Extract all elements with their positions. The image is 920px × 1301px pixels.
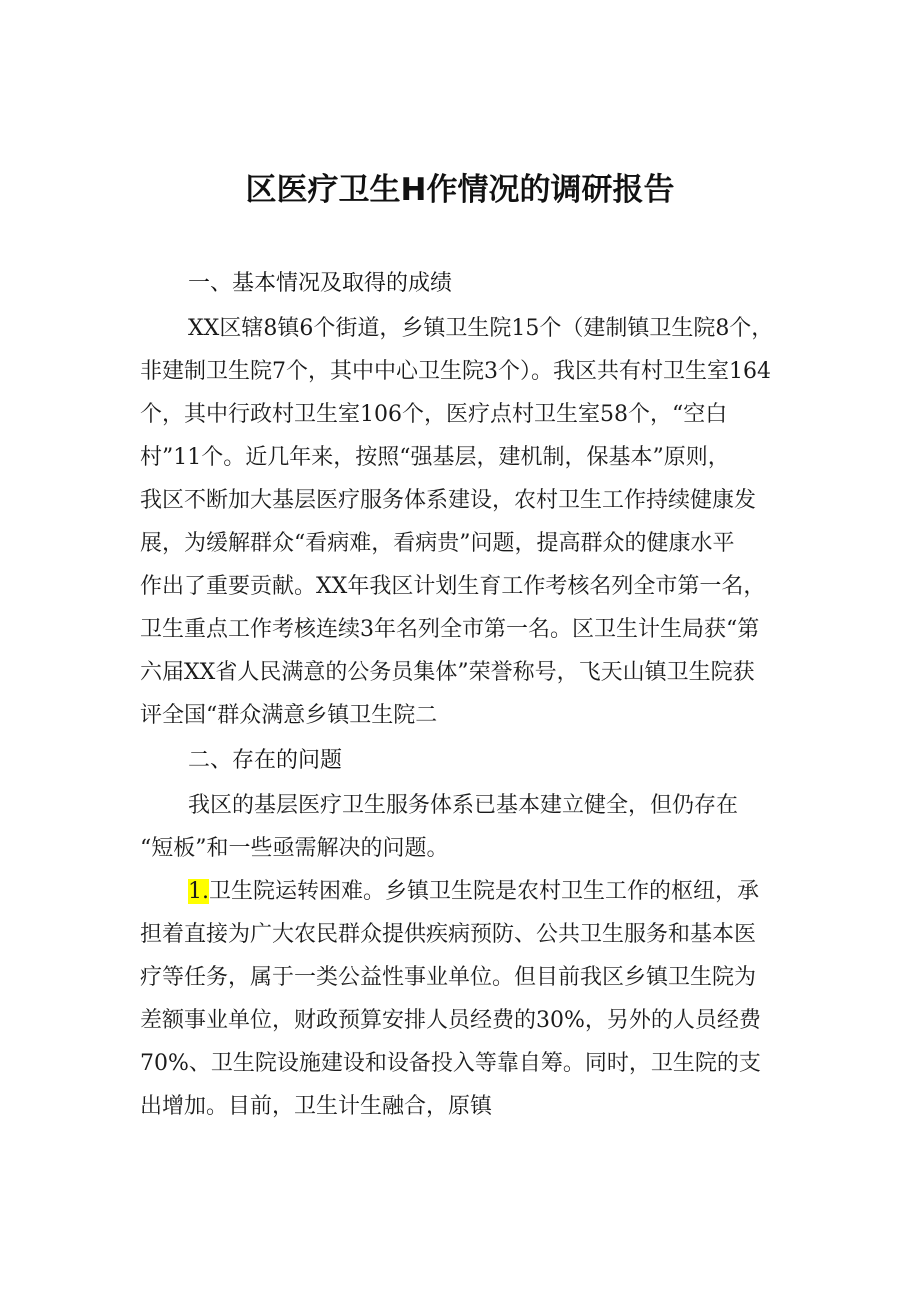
paragraph-line: 作出了重要贡献。XX年我区计划生育工作考核名列全市第一名，: [140, 574, 766, 599]
paragraph-line: 村”11个。近几年来，按照“强基层，建机制，保基本”原则，: [140, 445, 730, 470]
paragraph-line: XX区辖8镇6个街道，乡镇卫生院15个（建制镇卫生院8个，: [188, 316, 774, 341]
highlighted-item-number: 1.: [188, 879, 209, 904]
paragraph-line: 个，其中行政村卫生室106个，医疗点村卫生室58个，“空白: [140, 402, 728, 427]
paragraph-line: 差额事业单位，财政预算安排人员经费的30%，另外的人员经费: [140, 1008, 761, 1033]
section-heading-basic-situation: 一、基本情况及取得的成绩: [188, 271, 453, 296]
paragraph-line: 担着直接为广大农民群众提供疾病预防、公共卫生服务和基本医: [140, 922, 757, 947]
paragraph-line: 我区不断加大基层医疗服务体系建设，农村卫生工作持续健康发: [140, 488, 757, 513]
document-title: 区医疗卫生H作情况的调研报告: [245, 172, 675, 208]
paragraph-line: “短板”和一些亟需解决的问题。: [140, 836, 449, 861]
section-heading-existing-problems: 二、存在的问题: [188, 748, 343, 773]
list-item-text: 卫生院运转困难。乡镇卫生院是农村卫生工作的枢纽，承: [209, 879, 760, 904]
paragraph-line: 非建制卫生院7个，其中中心卫生院3个）。我区共有村卫生室164: [140, 359, 771, 384]
paragraph-line: 展，为缓解群众“看病难，看病贵”问题，提高群众的健康水平: [140, 531, 735, 556]
paragraph-line: 出增加。目前，卫生计生融合，原镇: [140, 1094, 493, 1119]
list-item-first-line: [188, 874, 759, 905]
paragraph-line: 卫生重点工作考核连续3年名列全市第一名。区卫生计生局获“第: [140, 617, 760, 642]
paragraph-line: 六届XX省人民满意的公务员集体”荣誉称号，飞天山镇卫生院获: [140, 660, 755, 685]
paragraph-line: 评全国“群众满意乡镇卫生院二: [140, 703, 438, 728]
paragraph-line: 疗等任务，属于一类公益性事业单位。但目前我区乡镇卫生院为: [140, 965, 757, 990]
paragraph-line: 70%、卫生院设施建设和设备投入等靠自筹。同时，卫生院的支: [140, 1051, 761, 1076]
paragraph-line: 我区的基层医疗卫生服务体系已基本建立健全，但仍存在: [188, 793, 739, 818]
